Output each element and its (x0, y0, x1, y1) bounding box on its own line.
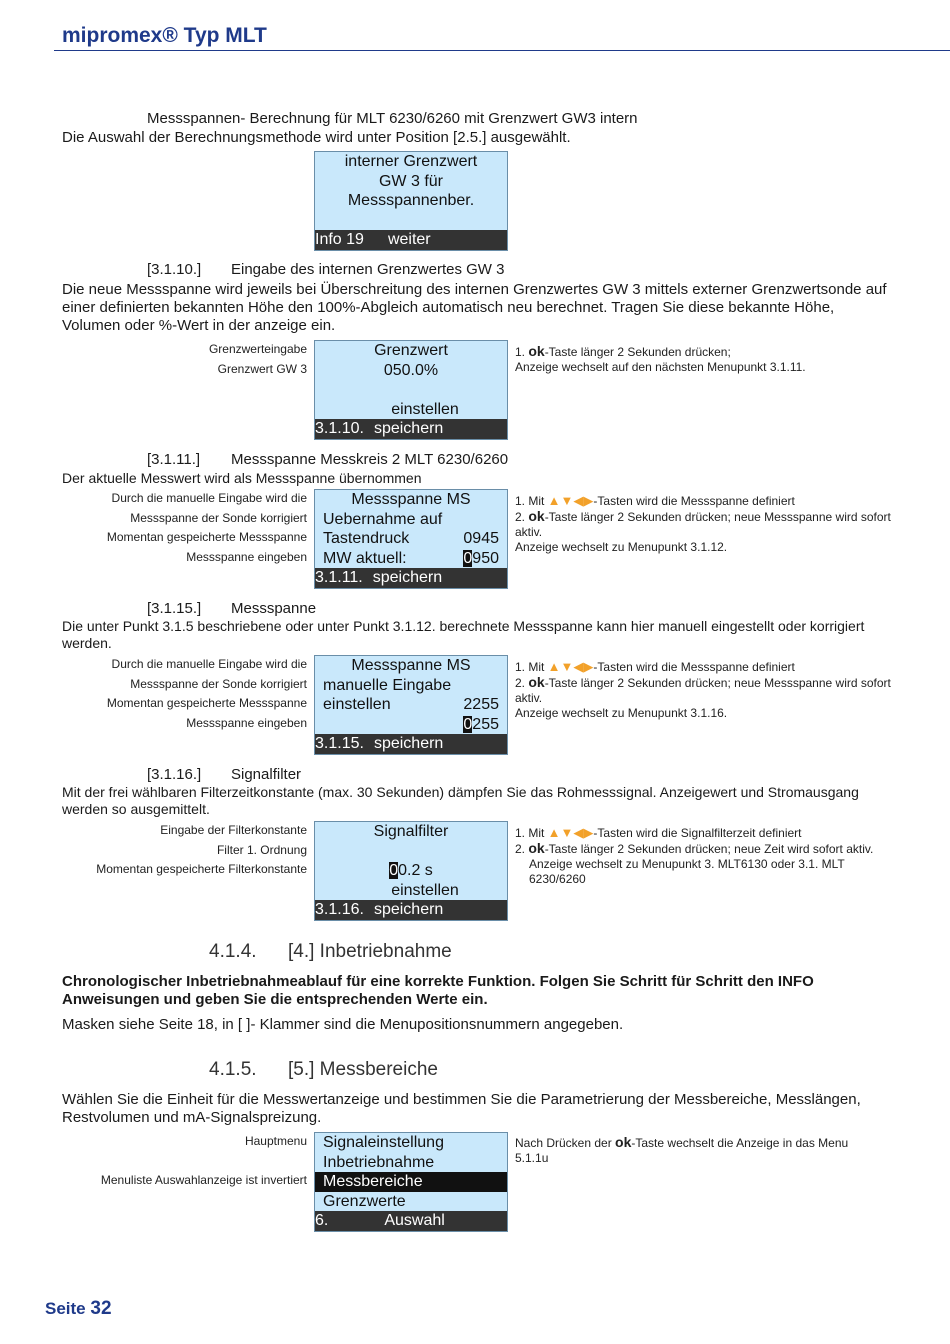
section-text: Die neue Messspanne wird jeweils bei Überschreitung des internen Grenzwertes GW 3 mittels externer Grenzwertsonde auf einer definierten bekannten Höhe den 100%-Abgleich automatisch neu berechnet. Tragen Sie diese bekannte Höhe, Volumen oder %-Wert in der anzeige ein. (62, 281, 887, 334)
lcd-value: 2255 (463, 696, 499, 713)
ok-key-label: ok (615, 1134, 632, 1150)
menu-item-selected: Messbereiche (315, 1172, 507, 1192)
section-text: Die unter Punkt 3.1.5 beschriebene oder unter Punkt 3.1.12. berechnete Messspanne kann hier manuell eingestellt oder korrigiert werden. (62, 618, 865, 651)
lcd-bar-left: 3.1.10. (315, 420, 364, 437)
arrow-keys-icon: ▲▼◀▶ (547, 493, 594, 508)
lcd-side-labels (7, 489, 307, 567)
lcd-text: einstellen (323, 696, 391, 713)
lcd-display-main-menu (314, 1132, 508, 1232)
lcd-text: MW aktuell: (323, 549, 407, 567)
lcd-line (315, 695, 507, 715)
lcd-line: Messspanne MS (351, 657, 471, 674)
section-bold-text: Chronologischer Inbetriebnahmeablauf für eine korrekte Funktion. Folgen Sie Schritt für Schritt den INFO Anweisungen und geben Sie die entsprechenden Werte ein. (62, 973, 814, 1008)
lcd-bar-left: 3.1.16. (315, 901, 364, 918)
side-label: Messspanne eingeben (186, 715, 307, 730)
note-text: 1. Mit (515, 660, 548, 674)
lcd-status-bar (315, 1211, 507, 1231)
section-title: Messspanne Messkreis 2 MLT 6230/6260 (231, 451, 509, 468)
lcd-line (315, 715, 507, 735)
footer-label: Seite (45, 1299, 86, 1318)
section-text: Masken siehe Seite 18, in [ ]- Klammer sind die Menupositionsnummern angegeben. (62, 1016, 624, 1033)
section-text: Die Auswahl der Berechnungsmethode wird unter Position [2.5.] ausgewählt. (62, 129, 571, 146)
lcd-display-3-1-11 (314, 489, 508, 589)
lcd-line: interner Grenzwert (344, 153, 478, 170)
note-text: -Taste länger 2 Sekunden drücken; neue Messspanne wird sofort aktiv. (515, 676, 891, 705)
note-text: 2. (515, 842, 529, 856)
lcd-cursor-digit: 0 (389, 862, 399, 879)
side-label: Messspanne der Sonde korrigiert (130, 510, 307, 525)
section-number: [3.1.16.] (147, 766, 202, 783)
lcd-value: 0945 (463, 530, 499, 547)
section-text: Mit der frei wählbaren Filterzeitkonstante (max. 30 Sekunden) dämpfen Sie das Rohmesssignal. Anzeigewert und Stromausgang werden so ausgemittelt. (62, 784, 859, 817)
note-text: 2. (515, 676, 529, 690)
header-divider (54, 50, 950, 51)
lcd-status-bar (315, 900, 507, 920)
instruction-note (515, 493, 895, 555)
side-label: Grenzwert GW 3 (217, 361, 307, 376)
lcd-text: Tastendruck (323, 530, 410, 547)
section-title: Signalfilter (231, 766, 302, 783)
side-label: Messspanne eingeben (186, 549, 307, 564)
arrow-keys-icon: ▲▼◀▶ (547, 825, 594, 840)
section-title-gw3: Messspannen- Berechnung für MLT 6230/6260 mit Grenzwert GW3 intern (147, 110, 638, 127)
note-text: Anzeige wechselt zu Menupunkt 3.1.16. (515, 706, 728, 720)
lcd-bar-right: Auswahl (384, 1212, 445, 1229)
side-label: Durch die manuelle Eingabe wird die (111, 491, 307, 505)
note-text: Anzeige wechselt auf den nächsten Menupunkt 3.1.11. (515, 360, 806, 374)
lcd-line: einstellen (391, 881, 459, 899)
side-label: Hauptmenu (244, 1134, 307, 1148)
lcd-line: GW 3 für (378, 172, 443, 190)
ok-key-label: ok (528, 674, 545, 690)
note-text: -Tasten wird die Messspanne definiert (593, 660, 795, 674)
lcd-line: Signalfilter (373, 823, 449, 840)
instruction-note (515, 659, 895, 721)
instruction-note (515, 1135, 875, 1166)
side-label: Momentan gespeicherte Messspanne (106, 530, 307, 544)
lcd-bar-right: speichern (373, 901, 444, 918)
note-text: 1. (515, 345, 529, 359)
side-label: Menuliste Auswahlanzeige ist invertiert (100, 1173, 307, 1187)
section-number: [3.1.10.] (147, 261, 202, 278)
lcd-status-bar (315, 230, 507, 250)
lcd-bar-right: speichern (373, 735, 444, 752)
note-text: 2. (515, 510, 529, 524)
lcd-display-info19 (314, 151, 508, 251)
menu-item: Signaleinstellung (323, 1134, 444, 1151)
lcd-cursor-digit: 0 (463, 715, 473, 733)
lcd-value: 0.2 s (398, 862, 433, 879)
lcd-line: Grenzwert (374, 342, 448, 359)
side-label: Messspanne der Sonde korrigiert (130, 676, 307, 691)
lcd-status-bar (315, 568, 507, 588)
note-text: -Taste länger 2 Sekunden drücken; neue Messspanne wird sofort aktiv. (515, 510, 891, 539)
lcd-bar-left: 3.1.11. (315, 569, 363, 586)
menu-item: Grenzwerte (323, 1192, 406, 1210)
lcd-display-3-1-16 (314, 821, 508, 921)
page-number: 32 (90, 1298, 112, 1319)
lcd-display-3-1-10 (314, 340, 508, 440)
side-label: Momentan gespeicherte Messspanne (106, 696, 307, 710)
lcd-bar-left: Info 19 (315, 231, 364, 248)
lcd-value: 950 (472, 549, 499, 567)
lcd-cursor-digit: 0 (463, 549, 473, 567)
ok-key-label: ok (528, 508, 545, 524)
lcd-line: Uebernahme auf (323, 510, 443, 528)
lcd-line: manuelle Eingabe (323, 676, 452, 694)
lcd-bar-right: weiter (387, 231, 431, 248)
lcd-status-bar (315, 419, 507, 439)
note-text: Anzeige wechselt zu Menupunkt 3. MLT6130 oder 3.1. MLT 6230/6260 (529, 857, 845, 886)
heading-title: [5.] Messbereiche (288, 1059, 438, 1080)
lcd-display-3-1-15 (314, 655, 508, 755)
lcd-side-labels (7, 655, 307, 733)
lcd-line-empty (315, 380, 507, 400)
lcd-value: 255 (472, 715, 499, 733)
lcd-bar-left: 3.1.15. (315, 735, 364, 752)
instruction-note (515, 825, 895, 887)
lcd-bar-right: speichern (372, 569, 443, 586)
arrow-keys-icon: ▲▼◀▶ (547, 659, 594, 674)
side-label: Eingabe der Filterkonstante (160, 823, 307, 837)
lcd-line-empty (315, 842, 507, 862)
lcd-side-labels (7, 340, 307, 379)
lcd-line-empty (315, 211, 507, 231)
ok-key-label: ok (528, 840, 545, 856)
lcd-line (315, 861, 507, 881)
lcd-line: Messspannenber. (347, 192, 475, 209)
lcd-bar-left: 6. (315, 1212, 329, 1229)
section-title: Messspanne (231, 600, 317, 617)
lcd-line: einstellen (391, 400, 459, 418)
heading-title: [4.] Inbetriebnahme (288, 941, 452, 962)
section-number: [3.1.11.] (147, 451, 201, 468)
side-label: Grenzwerteingabe (208, 342, 307, 356)
note-text: -Tasten wird die Signalfilterzeit definiert (593, 826, 802, 840)
instruction-note (515, 344, 895, 375)
document-header-title: mipromex® Typ MLT (62, 24, 267, 47)
section-text: Wählen Sie die Einheit für die Messwertanzeige und bestimmen Sie die Parametrierung der Messbereiche, Messlängen, Restvolumen und mA-Signalspreizung. (62, 1091, 861, 1126)
side-label: Filter 1. Ordnung (216, 842, 307, 857)
lcd-bar-right: speichern (373, 420, 444, 437)
note-text: -Taste wechselt die Anzeige in das Menu 5.1.1u (515, 1136, 849, 1165)
lcd-side-labels (7, 821, 307, 880)
note-text: -Taste länger 2 Sekunden drücken; neue Zeit wird sofort aktiv. (544, 842, 874, 856)
note-text: 1. Mit (515, 826, 548, 840)
note-text: Anzeige wechselt zu Menupunkt 3.1.12. (515, 540, 728, 554)
page-footer (45, 1298, 112, 1320)
lcd-line (315, 549, 507, 569)
heading-number: 4.1.4. (209, 941, 257, 962)
note-text: -Tasten wird die Messspanne definiert (593, 494, 795, 508)
section-number: [3.1.15.] (147, 600, 202, 617)
note-text: 1. Mit (515, 494, 548, 508)
side-label: Durch die manuelle Eingabe wird die (111, 657, 307, 671)
lcd-line: Messspanne MS (351, 491, 471, 508)
menu-item: Inbetriebnahme (323, 1153, 435, 1171)
lcd-line (315, 529, 507, 549)
ok-key-label: ok (528, 343, 545, 359)
side-label: Momentan gespeicherte Filterkonstante (96, 862, 307, 876)
note-text: Nach Drücken der (515, 1136, 616, 1150)
heading-number: 4.1.5. (209, 1059, 257, 1080)
lcd-line: 050.0% (383, 361, 439, 379)
note-text: -Taste länger 2 Sekunden drücken; (544, 345, 731, 359)
lcd-status-bar (315, 734, 507, 754)
section-title: Eingabe des internen Grenzwertes GW 3 (231, 261, 505, 278)
section-text: Der aktuelle Messwert wird als Messspanne übernommen (62, 470, 422, 486)
